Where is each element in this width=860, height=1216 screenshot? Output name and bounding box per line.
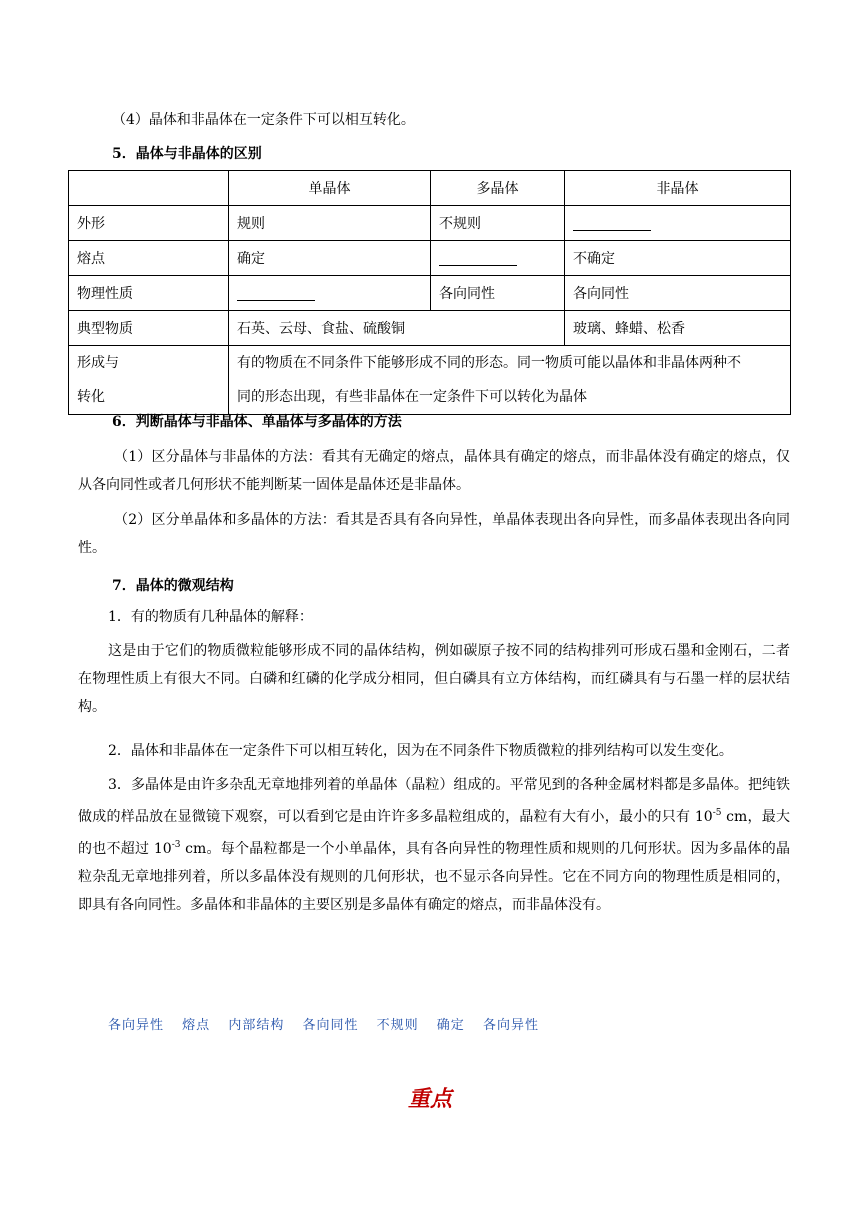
form-text-line2: 同的形态出现，有些非晶体在一定条件下可以转化为晶体 [237,389,587,405]
cell-amorph [565,206,791,241]
item3-exponent-1: -5 [712,808,722,818]
answer-blank [573,216,651,231]
cell-single: 规则 [229,206,431,241]
table-header-row [69,171,791,206]
intro-line: （4）晶体和非晶体在一定条件下可以相互转化。 [112,112,415,128]
item3-text-a: 3．多晶体是由许多杂乱无章地排列着的单晶体（晶粒）组成的。平常见到的各种金属材料都是多晶体。把纯铁做成的样品放在显微镜下观察，可以看到它是由许许多多晶粒组成的，晶粒有大有小，最小的只有 10 [78,777,790,825]
answer-item: 各向异性 [482,1018,539,1033]
section7-item3 [78,771,790,919]
table-row [69,206,791,241]
section6-paragraph2: （2）区分单晶体和多晶体的方法：看其是否具有各向异性，单晶体表现出各向异性，而多晶体表现出各向同性。 [78,512,790,556]
section6-paragraph1: （1）区分晶体与非晶体的方法：看其有无确定的熔点，晶体具有确定的熔点，而非晶体没有确定的熔点，仅从各向同性或者几何形状不能判断某一固体是晶体还是非晶体。 [78,449,790,493]
cell-amorph: 各向同性 [565,276,791,311]
answer-item: 不规则 [376,1018,419,1033]
cell-form-text [229,346,791,415]
answer-item: 内部结构 [228,1018,285,1033]
cell-poly: 各向同性 [431,276,565,311]
item3-text-b: cm，最大的也不超过 10 [78,809,790,857]
item3-exponent-2: -3 [171,840,181,850]
cell-poly [431,241,565,276]
section7-item1: 1．有的物质有几种晶体的解释： [108,609,313,625]
cell-single: 确定 [229,241,431,276]
answer-item: 熔点 [182,1018,211,1033]
form-label-line2: 转化 [77,389,105,405]
header-cell-empty [69,171,229,206]
answer-blank [439,251,517,266]
row-label: 熔点 [69,241,229,276]
section7-title: 7．晶体的微观结构 [112,578,234,594]
cell-typical-amorph: 玻璃、蜂蜡、松香 [565,311,791,346]
form-label-line1: 形成与 [77,355,119,371]
answer-item: 确定 [436,1018,465,1033]
cell-poly: 不规则 [431,206,565,241]
cell-single [229,276,431,311]
header-cell-amorph: 非晶体 [565,171,791,206]
keypoint-title: 重点 [407,1086,452,1112]
item3-text-c: cm。每个晶粒都是一个小单晶体，具有各向异性的物理性质和规则的几何形状。因为多晶体的晶粒杂乱无章地排列着，所以多晶体没有规则的几何形状，也不显示各向异性。它在不同方向的物理性质是相同的，即具有各向同性。多晶体和非晶体的主要区别是多晶体有确定的熔点，而非晶体没有。 [78,841,790,913]
row-label: 典型物质 [69,311,229,346]
table-row [69,241,791,276]
answer-blank [237,286,315,301]
section5-title: 5．晶体与非晶体的区别 [112,146,262,162]
comparison-table [68,170,791,415]
answer-key [108,1014,553,1033]
table-row [69,276,791,311]
cell-amorph: 不确定 [565,241,791,276]
answer-item: 各向异性 [108,1018,165,1033]
section7-item1-text: 这是由于它们的物质微粒能够形成不同的晶体结构，例如碳原子按不同的结构排列可形成石墨和金刚石，二者在物理性质上有很大不同。白磷和红磷的化学成分相同，但白磷具有立方体结构，而红磷具有与石墨一样的层状结构。 [78,643,790,715]
row-label: 外形 [69,206,229,241]
header-cell-poly: 多晶体 [431,171,565,206]
row-label: 物理性质 [69,276,229,311]
table-row [69,346,791,415]
row-label [69,346,229,415]
cell-typical-crystal: 石英、云母、食盐、硫酸铜 [229,311,565,346]
answer-item: 各向同性 [302,1018,359,1033]
header-cell-single: 单晶体 [229,171,431,206]
section6-title: 6．判断晶体与非晶体、单晶体与多晶体的方法 [112,414,402,430]
form-text-line1: 有的物质在不同条件下能够形成不同的形态。同一物质可能以晶体和非晶体两种不 [237,355,741,371]
table-row [69,311,791,346]
section7-item2: 2．晶体和非晶体在一定条件下可以相互转化，因为在不同条件下物质微粒的排列结构可以发生变化。 [108,743,733,759]
